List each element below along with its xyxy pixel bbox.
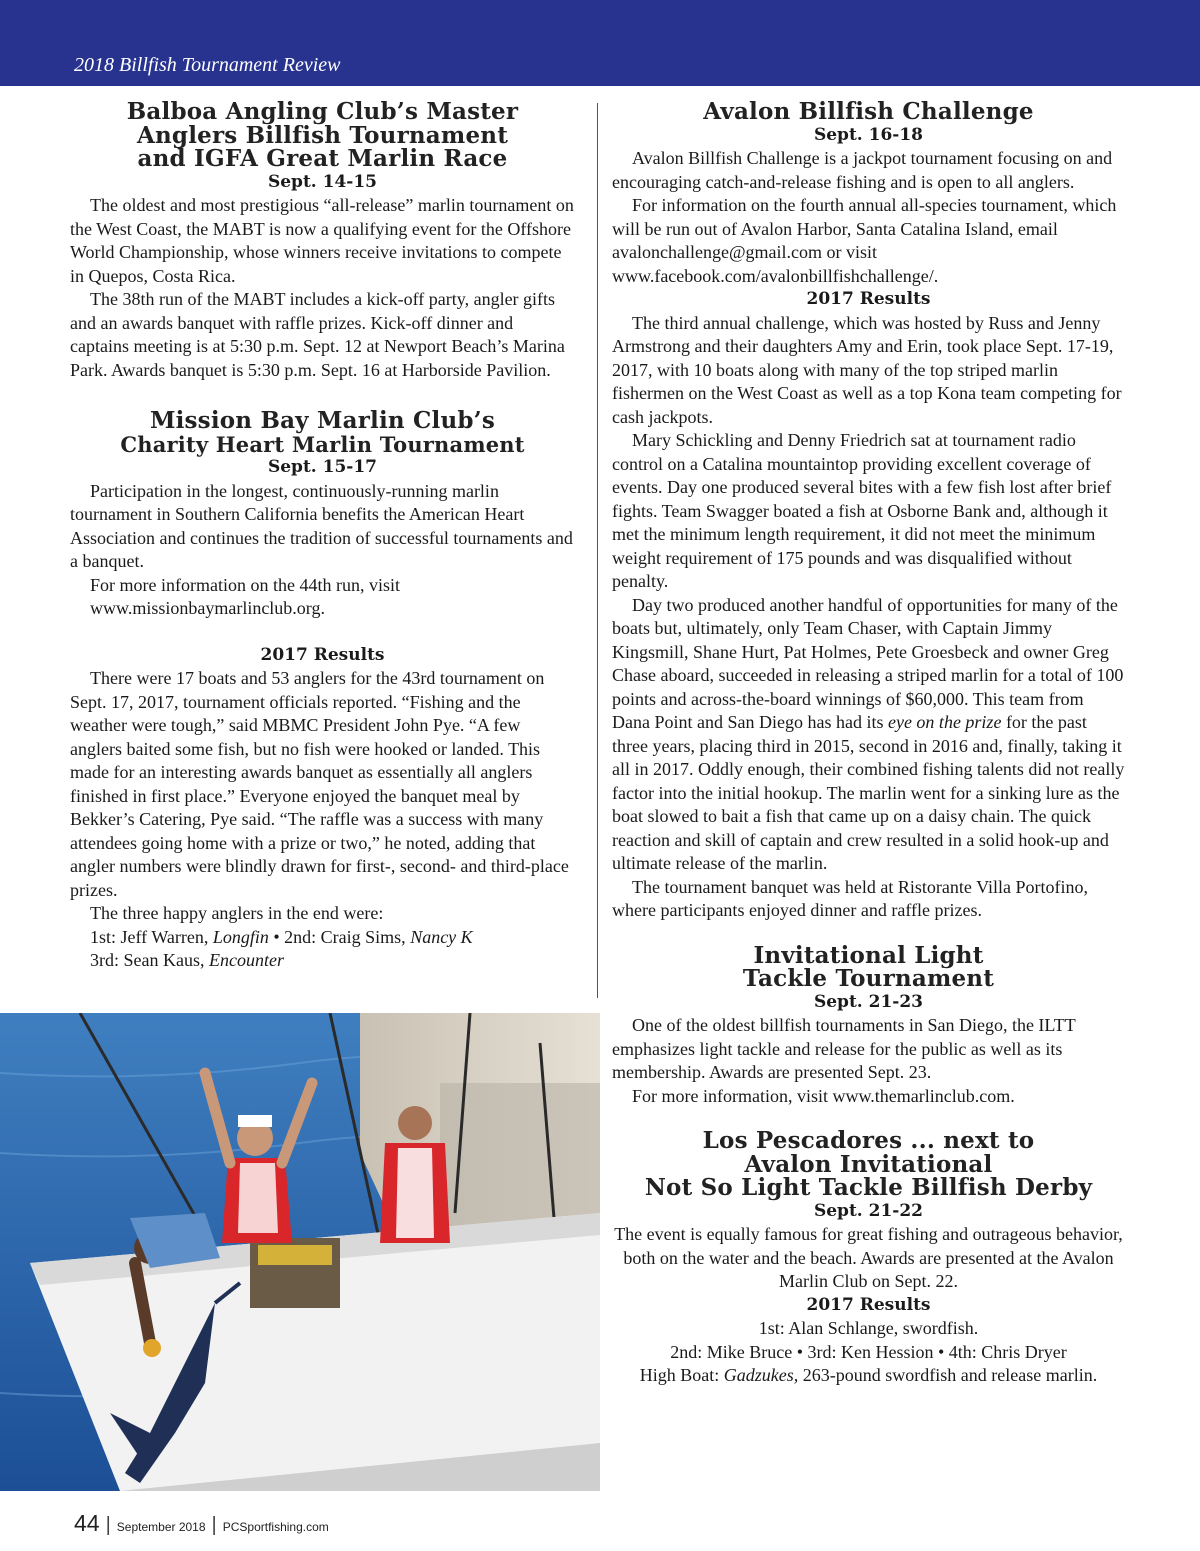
pescadores-title-line: Not So Light Tackle Billfish Derby [644,1174,1093,1201]
iltt-title [612,941,1125,992]
mission-results-paragraph: The three happy anglers in the end were: [90,903,384,923]
high-boat-name: Gadzukes, [723,1365,799,1385]
avalon-p3-text: Day two produced another handful of opportunities for many of the boats but, ultimately, only Team Chaser, with Captain Jimmy Kingsmill, Shane Hurt, Pat Holmes, Pete Groesbeck and owner Greg Chase aboard, succeeded in releasing a striped marlin for a total of 100 points and across-the-board winnings of $60,000. This team from Dana Point and San Diego has had its [612,594,1124,732]
winner-third-boat: Encounter [208,950,284,970]
avalon-results-heading: 2017 Results [806,289,931,309]
balboa-section [70,100,575,382]
footer-issue: September 2018 [116,1520,206,1534]
winner-second-label: • 2nd: Craig Sims, [273,926,406,947]
mission-title-line: Mission Bay Marlin Club’s [149,407,496,434]
mission-title-line: Charity Heart Marlin Tournament [120,431,525,457]
pescadores-title-line: Los Pescadores ... next to [702,1127,1035,1154]
footer-separator: | [105,1514,111,1536]
iltt-section [612,941,1125,1109]
mission-title [70,409,575,456]
pescadores-result-line: 2nd: Mike Bruce • 3rd: Ken Hession • 4th: Chris Dryer [670,1341,1067,1362]
pescadores-result-line [612,1364,1125,1388]
winner-second-boat: Nancy K [410,926,473,947]
balboa-title-line: Balboa Angling Club’s Master [126,98,519,125]
marlin-release-photo [0,1013,600,1491]
avalon-results-paragraph: The third annual challenge, which was hosted by Russ and Jenny Armstrong and their daughters Amy and Erin, took place Sept. 17-19, 2017, with 10 boats along with many of the top striped marlin fishermen on the West Coast as well as a top Kona team competing for cash jackpots. [612,312,1122,427]
iltt-paragraph: One of the oldest billfish tournaments in San Diego, the ILTT emphasizes light tackle and release for the public as well as its membership. Awards are presented Sept. 23. [612,1015,1076,1082]
high-boat-detail: 263-pound swordfish and release marlin. [802,1365,1098,1385]
column-divider [597,103,598,998]
avalon-title: Avalon Billfish Challenge [703,98,1034,125]
avalon-results-paragraph: The tournament banquet was held at Ristorante Villa Portofino, where participants enjoyed dinner and raffle prizes. [612,876,1088,920]
iltt-title-line: Invitational Light [753,941,984,969]
footer-separator: | [211,1514,217,1536]
pescadores-result-line: 1st: Alan Schlange, swordfish. [758,1318,979,1338]
avalon-p3-text: for the past three years, placing third in 2015, second in 2016 and, finally, taking it all in 2017. Oddly enough, their combined fishing talents did not really factor into the initial hookup. The marlin went for a sinking lure as the boat slowed to bait a fish that came up on a daisy chain. The quick reaction and skill of captain and crew resulted in a solid hook-up and ultimate release of the marlin. [612,712,1125,873]
mission-winners-line [70,926,575,950]
right-column [612,100,1125,1388]
avalon-section [612,100,1125,923]
mission-section [70,409,575,973]
avalon-results-paragraph [612,594,1125,876]
page-header [0,0,1200,86]
footer-site: PCSportfishing.com [222,1520,329,1534]
balboa-paragraph: The 38th run of the MABT includes a kick-off party, angler gifts and an awards banquet with raffle prizes. Kick-off dinner and captains meeting is at 5:30 p.m. Sept. 12 at Newport Beach’s Marina Park. Awards banquet is 5:30 p.m. Sept. 16 at Harborside Pavilion. [70,289,565,380]
high-boat-label: High Boat: [639,1365,720,1385]
page-footer [74,1510,329,1537]
balboa-dates: Sept. 14-15 [267,171,378,192]
balboa-paragraph: The oldest and most prestigious “all-release” marlin tournament on the West Coast, the MABT is now a qualifying event for the Offshore World Championship, whose winners receive invitations to compete in Quepos, Costa Rica. [70,195,574,286]
page-number: 44 [74,1510,100,1536]
balboa-title-line: and IGFA Great Marlin Race [137,145,508,172]
avalon-p3-emphasis: eye on the prize [887,712,1002,732]
avalon-dates: Sept. 16-18 [813,124,924,145]
winner-first-label: 1st: Jeff Warren, [90,926,209,947]
avalon-results-paragraph: Mary Schickling and Denny Friedrich sat at tournament radio control on a Catalina mountaintop providing excellent coverage of events. Day one produced several bites with a few fish lost after brief fights. Team Swagger boated a fish at Osborne Bank and, although it met the minimum length requirement, it did not meet the minimum weight requirement of 175 pounds and was disqualified without penalty. [612,430,1112,591]
iltt-dates: Sept. 21-23 [813,991,924,1012]
mission-winners-line [70,949,575,973]
pescadores-title [612,1129,1125,1200]
balboa-title-line: Anglers Billfish Tournament [136,121,509,149]
pescadores-results-heading: 2017 Results [806,1294,931,1315]
balboa-title [70,100,575,171]
pescadores-title-line: Avalon Invitational [744,1150,993,1178]
iltt-paragraph: For more information, visit www.themarlinclub.com. [632,1085,1015,1106]
pescadores-section [612,1129,1125,1388]
mission-results-paragraph: There were 17 boats and 53 anglers for the 43rd tournament on Sept. 17, 2017, tournament officials reported. “Fishing and the weather were tough,” said MBMC President John Pye. “A few anglers baited some fish, but no fish were hooked or landed. This made for an interesting awards banquet as essentially all anglers finished in first place.” Everyone enjoyed the banquet meal by Bekker’s Catering, Pye said. “The raffle was a success with many attendees going home with a prize or two,” he noted, adding that angler numbers were blindly drawn for first-, second- and third-place prizes. [70,668,569,900]
avalon-paragraph: For information on the fourth annual all-species tournament, which will be run out of Avalon Harbor, Santa Catalina Island, email avalonchallenge@gmail.com or visit www.facebook.com/avalonbillfishchallenge/. [612,195,1117,286]
winner-first-boat: Longfin [212,926,269,947]
pescadores-paragraph: The event is equally famous for great fishing and outrageous behavior, both on the water and the beach. Awards are presented at the Avalon Marlin Club on Sept. 22. [614,1224,1123,1291]
iltt-title-line: Tackle Tournament [742,965,995,992]
mission-dates: Sept. 15-17 [267,457,378,477]
mission-results-heading: 2017 Results [260,644,385,665]
winner-third-label: 3rd: Sean Kaus, [90,950,205,970]
mission-paragraph: For more information on the 44th run, visit www.missionbaymarlinclub.org. [90,574,400,618]
left-column [70,100,575,973]
mission-paragraph: Participation in the longest, continuously-running marlin tournament in Southern California benefits the American Heart Association and continues the tradition of successful tournaments and a banquet. [70,480,573,571]
avalon-paragraph: Avalon Billfish Challenge is a jackpot tournament focusing on and encouraging catch-and-release fishing and is open to all anglers. [612,148,1113,192]
photo-illustration [0,1013,600,1491]
header-title: 2018 Billfish Tournament Review [74,54,341,76]
pescadores-dates: Sept. 21-22 [813,1200,924,1221]
